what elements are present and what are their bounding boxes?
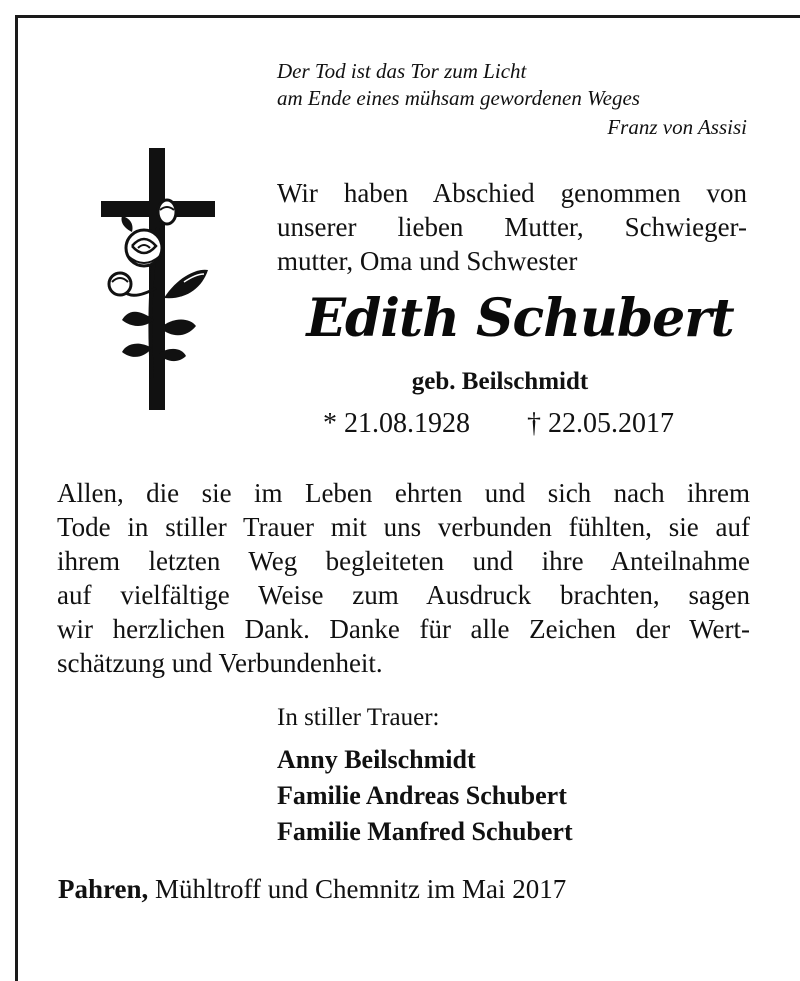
mourners-list [277,742,573,850]
thanks-paragraph [57,476,750,680]
thanks-line: auf vielfältige Weise zum Ausdruck brachten, sagen [57,580,750,610]
mourner-name: Familie Andreas Schubert [277,781,567,810]
quote-block [277,58,747,141]
deceased-name: Edith Schubert [306,288,734,349]
quote-line: Der Tod ist das Tor zum Licht [277,59,527,83]
thanks-line: wir herzlichen Dank. Danke für alle Zeichen der Wert- [57,614,750,644]
thanks-line: Tode in stiller Trauer mit uns verbunden fühlten, sie auf [57,512,750,542]
place-bold: Pahren, [58,874,149,904]
intro-text [277,176,747,278]
quote-line: am Ende eines mühsam gewordenen Weges [277,86,640,110]
intro-line: mutter, Oma und Schwester [277,246,578,276]
cross-with-roses-icon [98,148,223,410]
place-and-date [58,874,566,905]
mourner-name: Anny Beilschmidt [277,745,476,774]
thanks-line: Allen, die sie im Leben ehrten und sich nach ihrem [57,478,750,508]
mourning-heading: In stiller Trauer: [277,704,440,731]
intro-line: Wir haben Abschied genommen von [277,178,747,208]
mourner-name: Familie Manfred Schubert [277,817,573,846]
birth-date: * 21.08.1928 [323,408,470,439]
thanks-line: ihrem letzten Weg begleiteten und ihre Anteilnahme [57,546,750,576]
maiden-name: geb. Beilschmidt [411,368,589,395]
intro-line: unserer lieben Mutter, Schwieger- [277,212,747,242]
place-rest: Mühltroff und Chemnitz im Mai 2017 [148,874,567,904]
quote-author: Franz von Assisi [607,115,747,139]
death-date: † 22.05.2017 [527,408,674,439]
thanks-line: schätzung und Verbundenheit. [57,648,383,678]
